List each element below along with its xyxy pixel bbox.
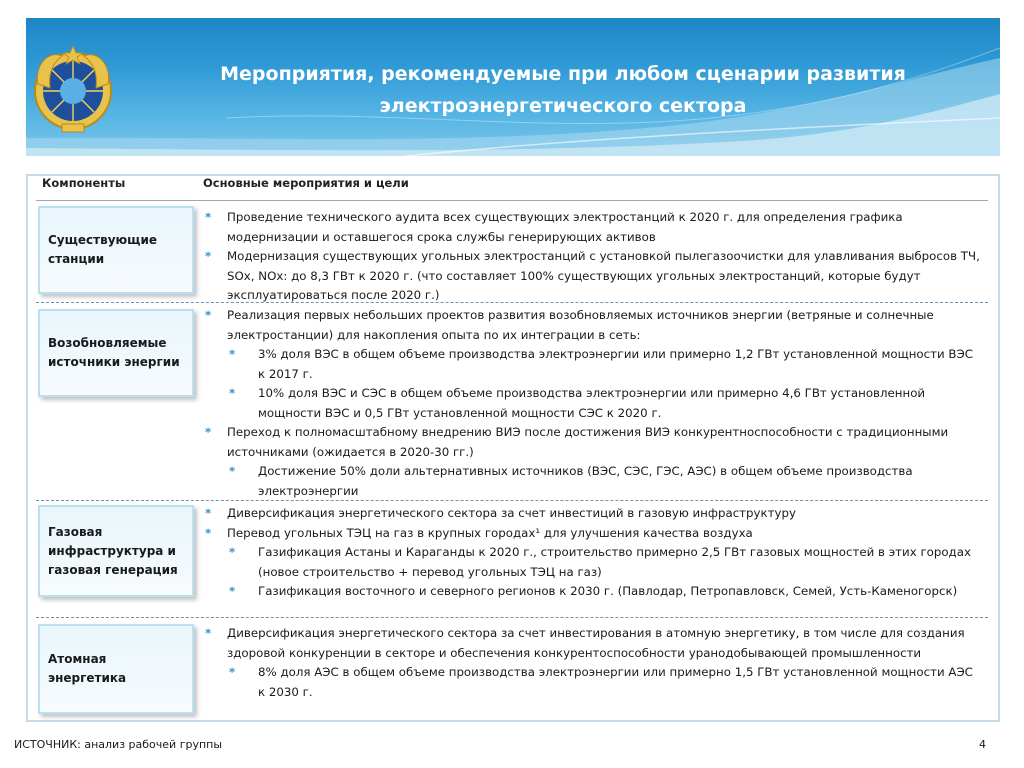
list-item: * Диверсификация энергетического сектора за счет инвестирования в атомную энергетику, в том числе для создания здоровой конкуренции в секторе и обеспечения конкурентоспособности уранодобывающей промышленности: [205, 626, 965, 660]
list-item: * Перевод угольных ТЭЦ на газ в крупных городах¹ для улучшения качества воздуха: [203, 524, 983, 544]
sub-list-item: * 3% доля ВЭС в общем объеме производства электроэнергии или примерно 1,2 ГВт установленной мощности ВЭС к 2017 г.: [229, 347, 973, 381]
sub-list-item: * Газификация восточного и северного регионов к 2030 г. (Павлодар, Петропавловск, Семей, Усть-Каменогорск): [203, 582, 983, 602]
component-box-existing-stations: [38, 206, 194, 294]
page-title: Мероприятия, рекомендуемые при любом сценарии развития электроэнергетического сектора: [220, 63, 906, 117]
component-label: Атомная энергетика: [48, 652, 127, 685]
bullet-star-icon: *: [229, 545, 236, 559]
header-divider: [36, 200, 988, 201]
bullet-star-icon: *: [205, 210, 212, 224]
list-item: * Переход к полномасштабному внедрению ВИЭ после достижения ВИЭ конкурентноспособности с традиционными источниками (ожидается в 2020-30 гг.): [205, 425, 949, 459]
bullet-star-icon: *: [229, 386, 236, 400]
list-item: * Реализация первых небольших проектов развития возобновляемых источников энергии (ветряные и солнечные электростанции) для накопления опыта по их интеграции в сеть:: [205, 308, 934, 342]
bullet-star-icon: *: [205, 308, 212, 322]
sub-list-item: * Достижение 50% доли альтернативных источников (ВЭС, СЭС, ГЭС, АЭС) в общем объеме производства электроэнергии: [229, 464, 913, 498]
bullet-star-icon: *: [229, 347, 236, 361]
bullet-star-icon: *: [205, 525, 212, 540]
bullet-star-icon: *: [205, 506, 212, 520]
component-label: Возобновляемые источники энергии: [48, 336, 180, 369]
sub-list-item: * 8% доля АЭС в общем объеме производства электроэнергии или примерно 1,5 ГВт установленной мощности АЭС к 2030 г.: [229, 665, 973, 699]
bullet-star-icon: *: [205, 626, 212, 640]
list-item: * Проведение технического аудита всех существующих электростанций к 2020 г. для определения графика модернизации и оставшегося срока службы генерирующих активов: [205, 210, 903, 244]
component-box-nuclear: [38, 624, 194, 714]
component-box-gas: [38, 505, 194, 597]
bullet-star-icon: *: [205, 425, 212, 439]
list-item: * Модернизация существующих угольных электростанций с установкой пылегазоочистки для улавливания выбросов ТЧ, SOx, NOx: до 8,3 ГВт к 2020 г. (что составляет 100% существующих угольных электростанций, которые будут эксплуатироваться после 2020 г.): [205, 249, 980, 302]
bullet-star-icon: *: [205, 249, 212, 263]
row-actions-gas: [203, 504, 983, 602]
row-actions-nuclear: [203, 624, 983, 702]
bullet-star-icon: *: [229, 584, 236, 598]
row-actions-renewables: [203, 306, 983, 501]
component-label: Существующие станции: [48, 233, 157, 266]
component-label: Газовая инфраструктура и газовая генерация: [48, 524, 178, 577]
column-header-components: Компоненты: [42, 176, 126, 190]
row-actions-existing-stations: [203, 208, 983, 306]
sub-list-item: * 10% доля ВЭС и СЭС в общем объеме производства электроэнергии или примерно 4,6 ГВт установленной мощности ВЭС и 0,5 ГВт установленной мощности СЭС к 2020 г.: [229, 386, 926, 420]
kazakhstan-emblem-icon: [32, 44, 114, 138]
source-note: ИСТОЧНИК: анализ рабочей группы: [14, 738, 223, 751]
bullet-star-icon: *: [229, 464, 236, 478]
sub-list-item: * Газификация Астаны и Караганды к 2020 г., строительство примерно 2,5 ГВт газовых мощностей в этих городах (новое строительство + перевод угольных ТЭЦ на газ): [229, 545, 971, 579]
header-banner: [26, 18, 1000, 156]
component-box-renewables: [38, 309, 194, 397]
page-number: 4: [979, 738, 986, 751]
list-item: * Диверсификация энергетического сектора за счет инвестиций в газовую инфраструктуру: [203, 504, 983, 524]
column-header-actions: Основные мероприятия и цели: [203, 176, 409, 190]
bullet-star-icon: *: [229, 665, 236, 679]
row-divider: [36, 617, 988, 618]
